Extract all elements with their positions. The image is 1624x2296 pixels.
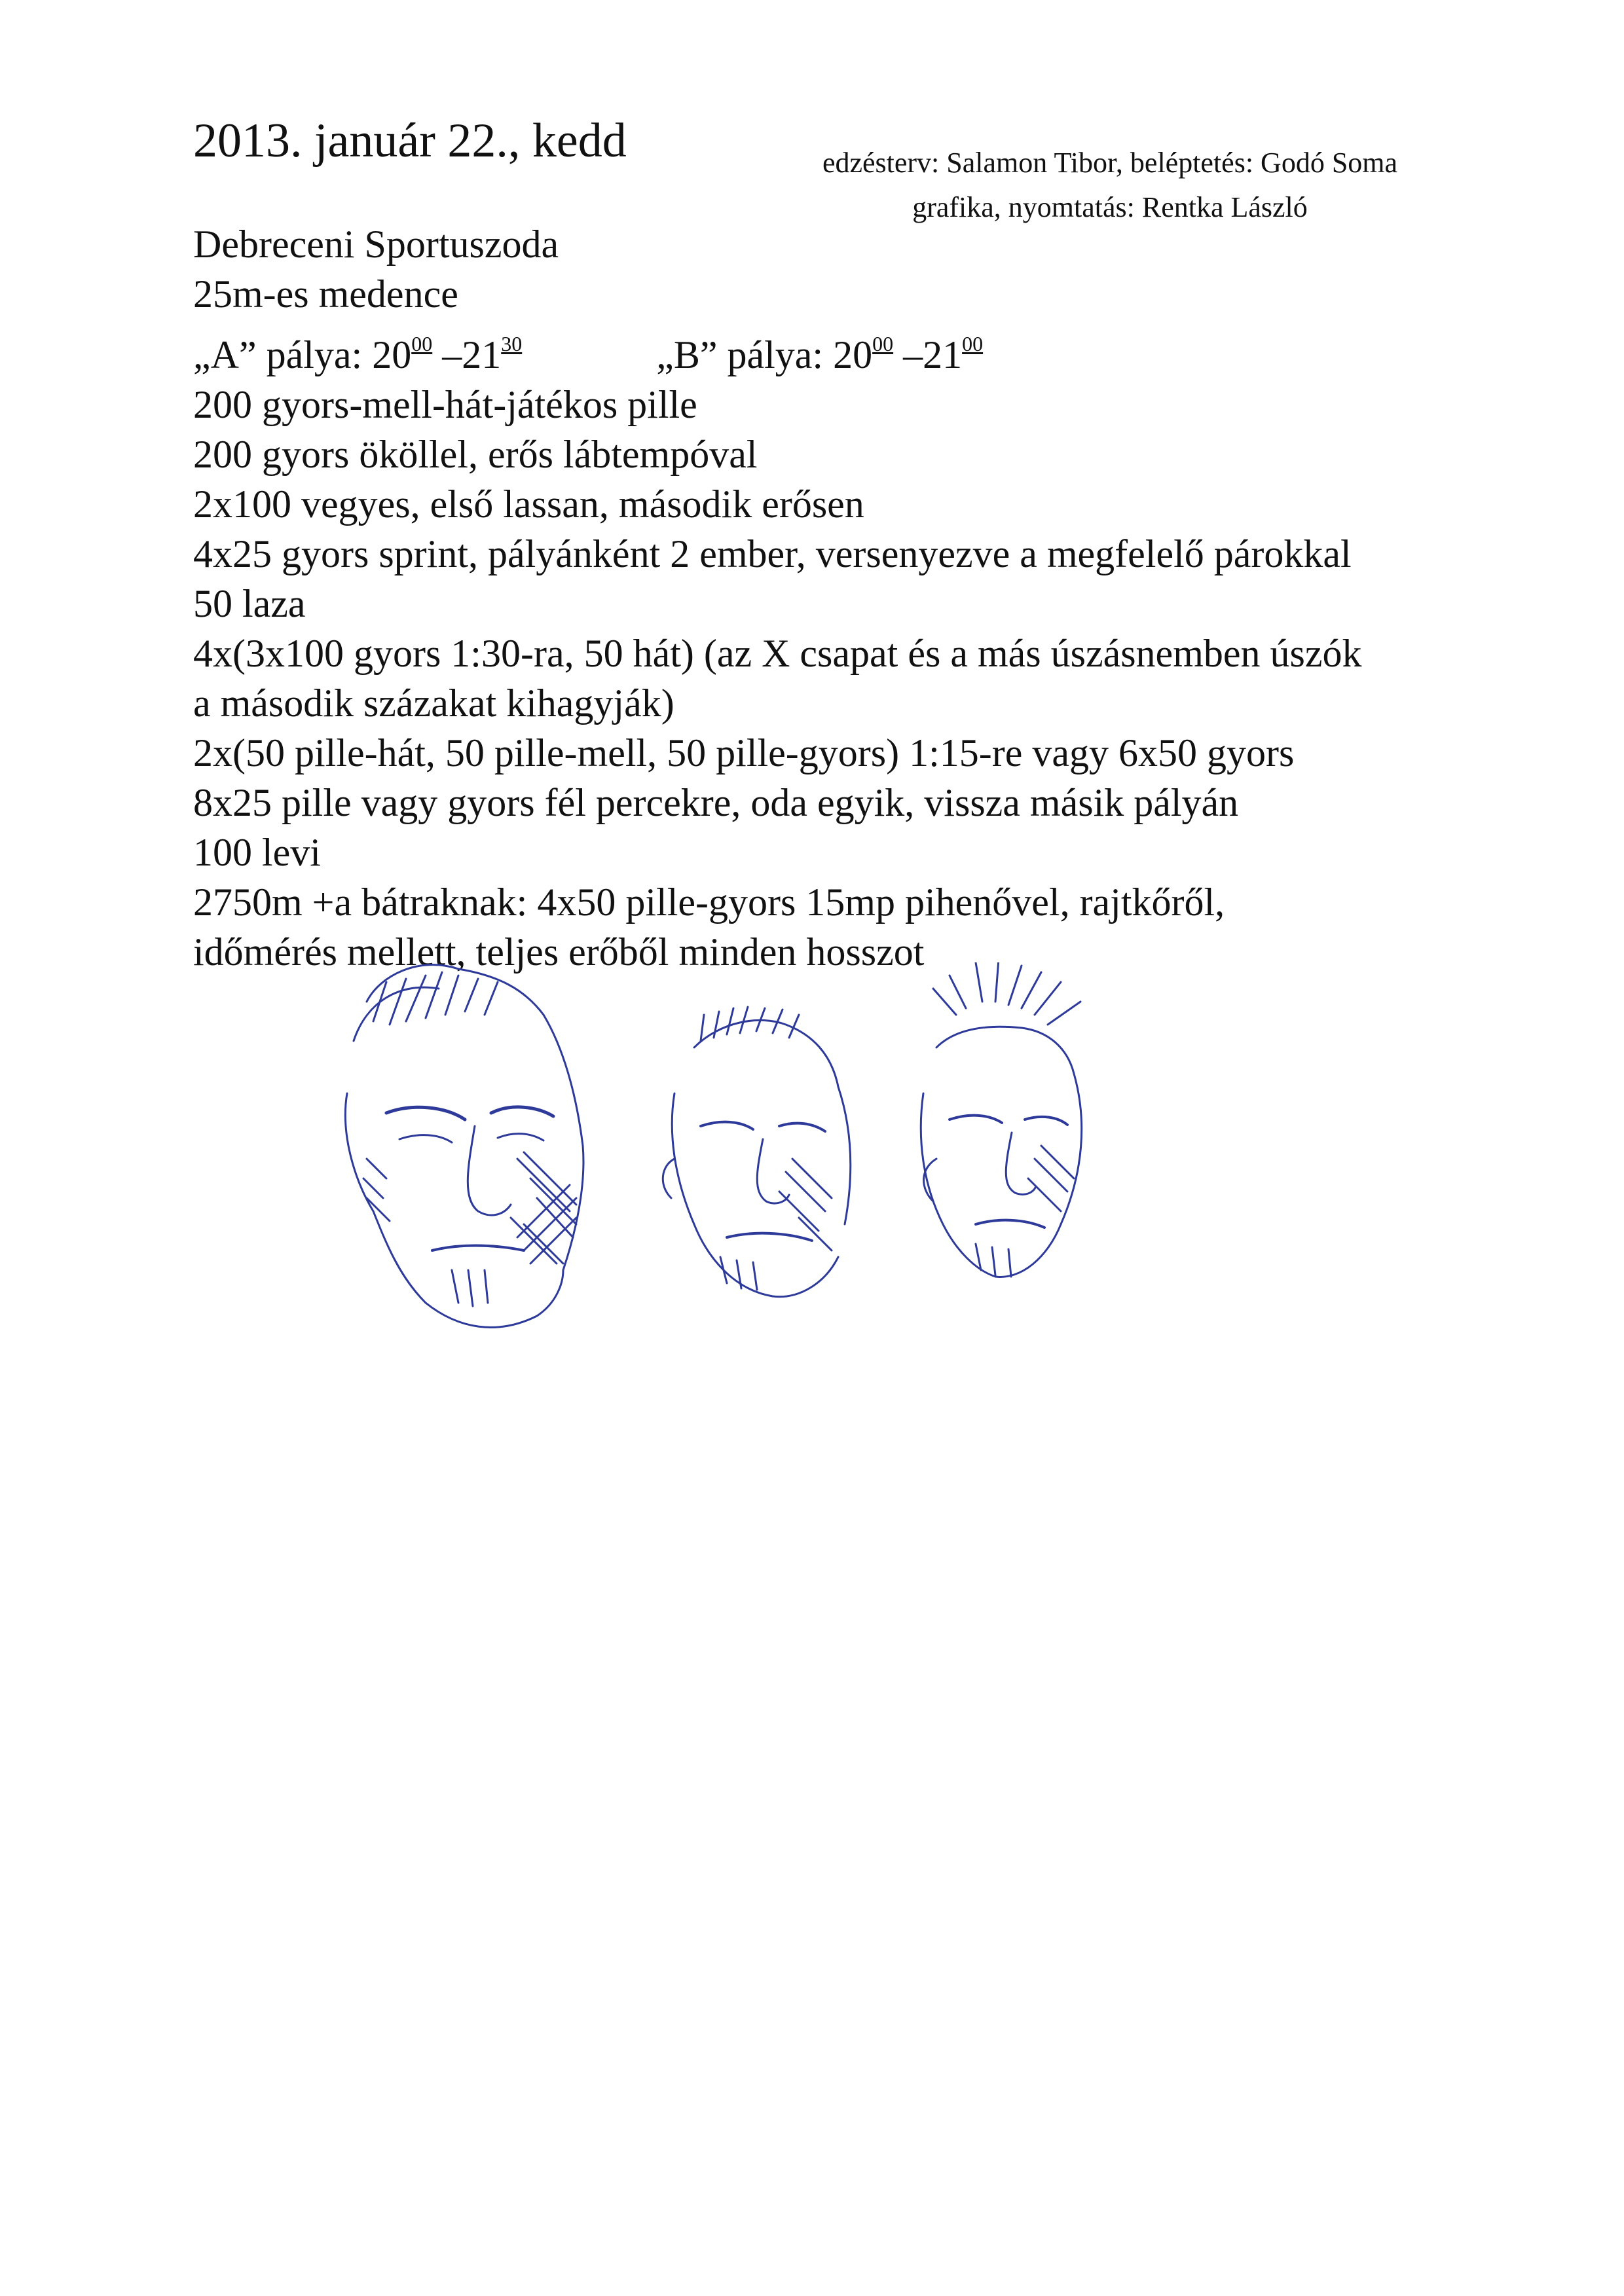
program-line: 50 laza: [193, 582, 306, 625]
program-line: 8x25 pille vagy gyors fél percekre, oda egyik, vissza másik pályán: [193, 781, 1239, 824]
lane-a-label: „A” pálya:: [193, 333, 363, 376]
lane-b-start: $20^{00}$: [833, 332, 894, 376]
left-face-sketch: [345, 965, 583, 1328]
credits-block: [769, 141, 1450, 230]
program-line: 4x(3x100 gyors 1:30-ra, 50 hát) (az X csapat és a más úszásnemben úszók: [193, 632, 1362, 675]
program-line: 2750m +a bátraknak: 4x50 pille-gyors 15mp pihenővel, rajtkőről,: [193, 881, 1225, 924]
lane-b: [656, 333, 983, 376]
sketch-three-faces-icon: [327, 962, 1270, 1552]
lane-b-dash: –: [903, 333, 923, 376]
program-line: 2x(50 pille-hát, 50 pille-mell, 50 pille-gyors) 1:15-re vagy 6x50 gyors: [193, 731, 1295, 774]
date-heading: 2013. január 22., kedd: [193, 114, 627, 168]
program-line: 100 levi: [193, 831, 321, 874]
lane-b-end: $21^{00}$: [923, 332, 984, 376]
lane-a-start: $20^{00}$: [372, 332, 433, 376]
pool-size: 25m-es medence: [193, 272, 458, 316]
lane-a-end: $21^{30}$: [462, 332, 523, 376]
program-line: a második százakat kihagyják): [193, 682, 674, 725]
program-line: 200 gyors-mell-hát-játékos pille: [193, 383, 697, 426]
right-face-sketch: [921, 962, 1081, 1277]
program-line: 2x100 vegyes, első lassan, második erősen: [193, 483, 864, 526]
lane-b-label: „B” pálya:: [656, 333, 824, 376]
lane-a: [193, 333, 532, 376]
lane-times: [193, 319, 1542, 380]
lane-a-dash: –: [442, 333, 462, 376]
venue-name: Debreceni Sportuszoda: [193, 223, 559, 266]
credits-line-graphics: grafika, nyomtatás: Rentka László: [912, 191, 1308, 223]
program-line: 200 gyors ököllel, erős lábtempóval: [193, 433, 758, 476]
workout-text: [193, 219, 1542, 977]
credits-line-plan: edzésterv: Salamon Tibor, beléptetés: Godó Soma: [822, 147, 1398, 179]
middle-face-sketch: [663, 1007, 850, 1297]
program-line: időmérés mellett, teljes erőből minden hosszot: [193, 930, 925, 974]
program-line: 4x25 gyors sprint, pályánként 2 ember, versenyezve a megfelelő párokkal: [193, 532, 1352, 575]
